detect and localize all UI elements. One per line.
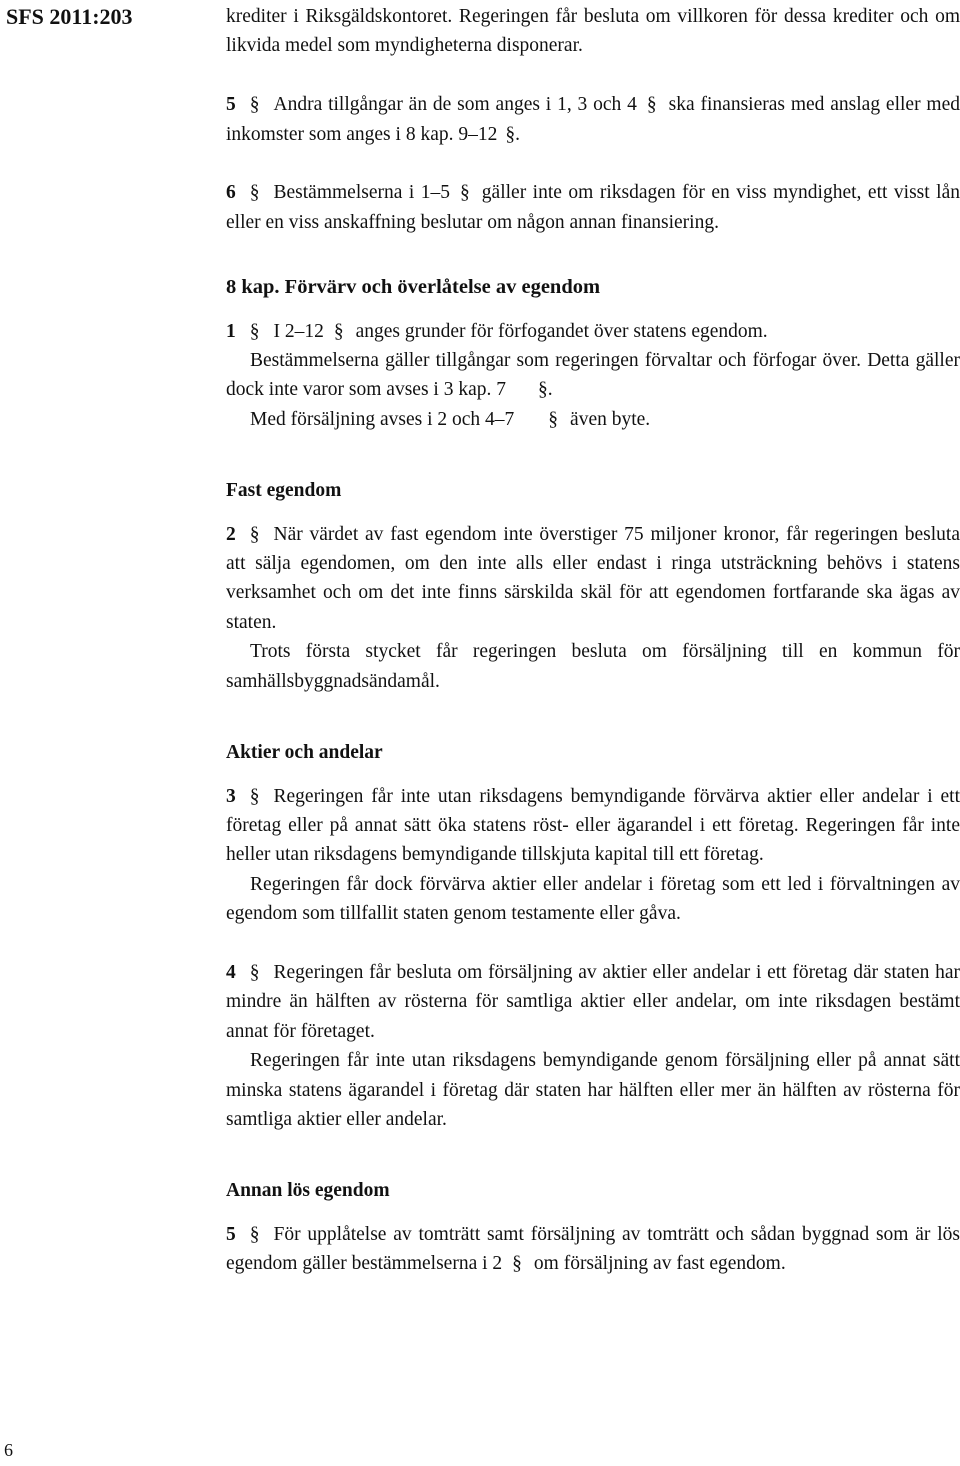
paragraph-text: Andra tillgångar än de som anges i 1, 3 och 4 (273, 94, 637, 116)
paragraph-4-second: Regeringen får inte utan riksdagens bemyndigande genom försäljning eller på annat sätt minska statens ägarandel i företag där staten har hälften eller mer än hälften av rösterna för samtliga aktier eller andelar. (226, 1050, 960, 1130)
paragraph-number: 4 (226, 961, 236, 983)
section-sign: § (512, 1253, 522, 1275)
section-sign: § (646, 94, 657, 116)
paragraph-text: I 2–12 (273, 320, 324, 342)
paragraph-3-second: Regeringen får dock förvärva aktier eller andelar i företag som ett led i förvaltningen av egendom som tillfallit staten genom testamente eller gåva. (226, 873, 960, 925)
paragraph-text: anges grunder för förfogandet över statens egendom. (355, 320, 768, 342)
section-sign: § (249, 523, 260, 545)
paragraph-text: ska finansieras med anslag eller med inkomster som anges i 8 kap. 9–12 (226, 94, 960, 145)
paragraph-text: Regeringen får inte utan riksdagens bemyndigande förvärva aktier eller andelar i ett företag eller på annat sätt öka statens röst- eller ägarandel i ett företag. Regeringen får inte heller utan riksdagens bemyndigande tillskjuta kapital till ett företag. (226, 785, 960, 866)
paragraph-4 (226, 958, 960, 1046)
paragraph-2-second: Trots första stycket får regeringen besluta om försäljning till en kommun för samhällsbyggnadsändamål. (226, 641, 960, 692)
paragraph-2 (226, 520, 960, 638)
chapter8-paragraph-1-second (226, 346, 960, 405)
paragraph-number: 5 (226, 1223, 236, 1245)
paragraph-number: 3 (226, 785, 236, 807)
paragraph-text: För upplåtelse av tomträtt samt försäljning av tomträtt och sådan byggnad som är lös egendom gäller bestämmelserna i 2 (226, 1223, 960, 1275)
section-sign: §. (537, 379, 553, 401)
section-heading-annan: Annan lös egendom (226, 1180, 390, 1202)
section-sign: § (249, 785, 260, 807)
paragraph-6 (226, 178, 960, 237)
section-sign: § (333, 320, 344, 342)
section-sign: § (460, 182, 470, 204)
section-sign: § (249, 1223, 260, 1245)
section-heading-fast-egendom: Fast egendom (226, 480, 342, 502)
paragraph-text: Bestämmelserna i 1–5 (273, 182, 451, 204)
paragraph-text: När värdet av fast egendom inte överstiger 75 miljoner kronor, får regeringen besluta att sälja egendomen, om den inte alls eller endast i ringa utsträckning behövs i statens verksamhet och om det inte finns särskilda skäl för att egendomen fortfarande ska ägas av staten. (226, 523, 960, 633)
paragraph-number: 5 (226, 94, 236, 116)
paragraph-text: om försäljning av fast egendom. (533, 1253, 786, 1275)
chapter8-paragraph-1-third (226, 405, 960, 434)
paragraph-number: 2 (226, 523, 236, 545)
paragraph-text: Bestämmelserna gäller tillgångar som regeringen förvaltar och förfogar över. Detta gäller dock inte varor som avses i 3 kap. 7 (226, 350, 960, 401)
section-sign: § (249, 94, 260, 116)
paragraph-text: även byte. (570, 408, 651, 430)
paragraph-number: 6 (226, 182, 236, 204)
section-sign: § (249, 320, 260, 342)
document-body (226, 2, 960, 1279)
intro-paragraph: krediter i Riksgäldskontoret. Regeringen får besluta om villkoren för dessa krediter och om likvida medel som myndigheterna disponerar. (226, 6, 960, 57)
section-sign: § (249, 961, 260, 983)
paragraph-text: Regeringen får besluta om försäljning av aktier eller andelar i ett företag där staten har mindre än hälften av rösterna för samtliga aktier eller andelar, om inte riksdagen bestämt annat för företaget. (226, 961, 960, 1042)
chapter-title: 8 kap. Förvärv och överlåtelse av egendom (226, 276, 601, 299)
page-number: 6 (4, 1440, 13, 1460)
paragraph-number: 1 (226, 320, 236, 342)
section-sign: §. (505, 123, 520, 145)
sfs-number: SFS 2011:203 (6, 4, 133, 29)
paragraph-5 (226, 90, 960, 149)
section-heading-aktier: Aktier och andelar (226, 742, 383, 764)
paragraph-text: Med försäljning avses i 2 och 4–7 (250, 408, 515, 430)
paragraph-5-annan (226, 1220, 960, 1279)
section-sign: § (548, 408, 559, 430)
paragraph-3 (226, 782, 960, 870)
section-sign: § (249, 182, 260, 204)
chapter8-paragraph-1 (226, 317, 960, 346)
paragraph-text: gäller inte om riksdagen för en viss myndighet, ett visst lån eller en viss anskaffning beslutar om någon annan finansiering. (226, 182, 960, 233)
